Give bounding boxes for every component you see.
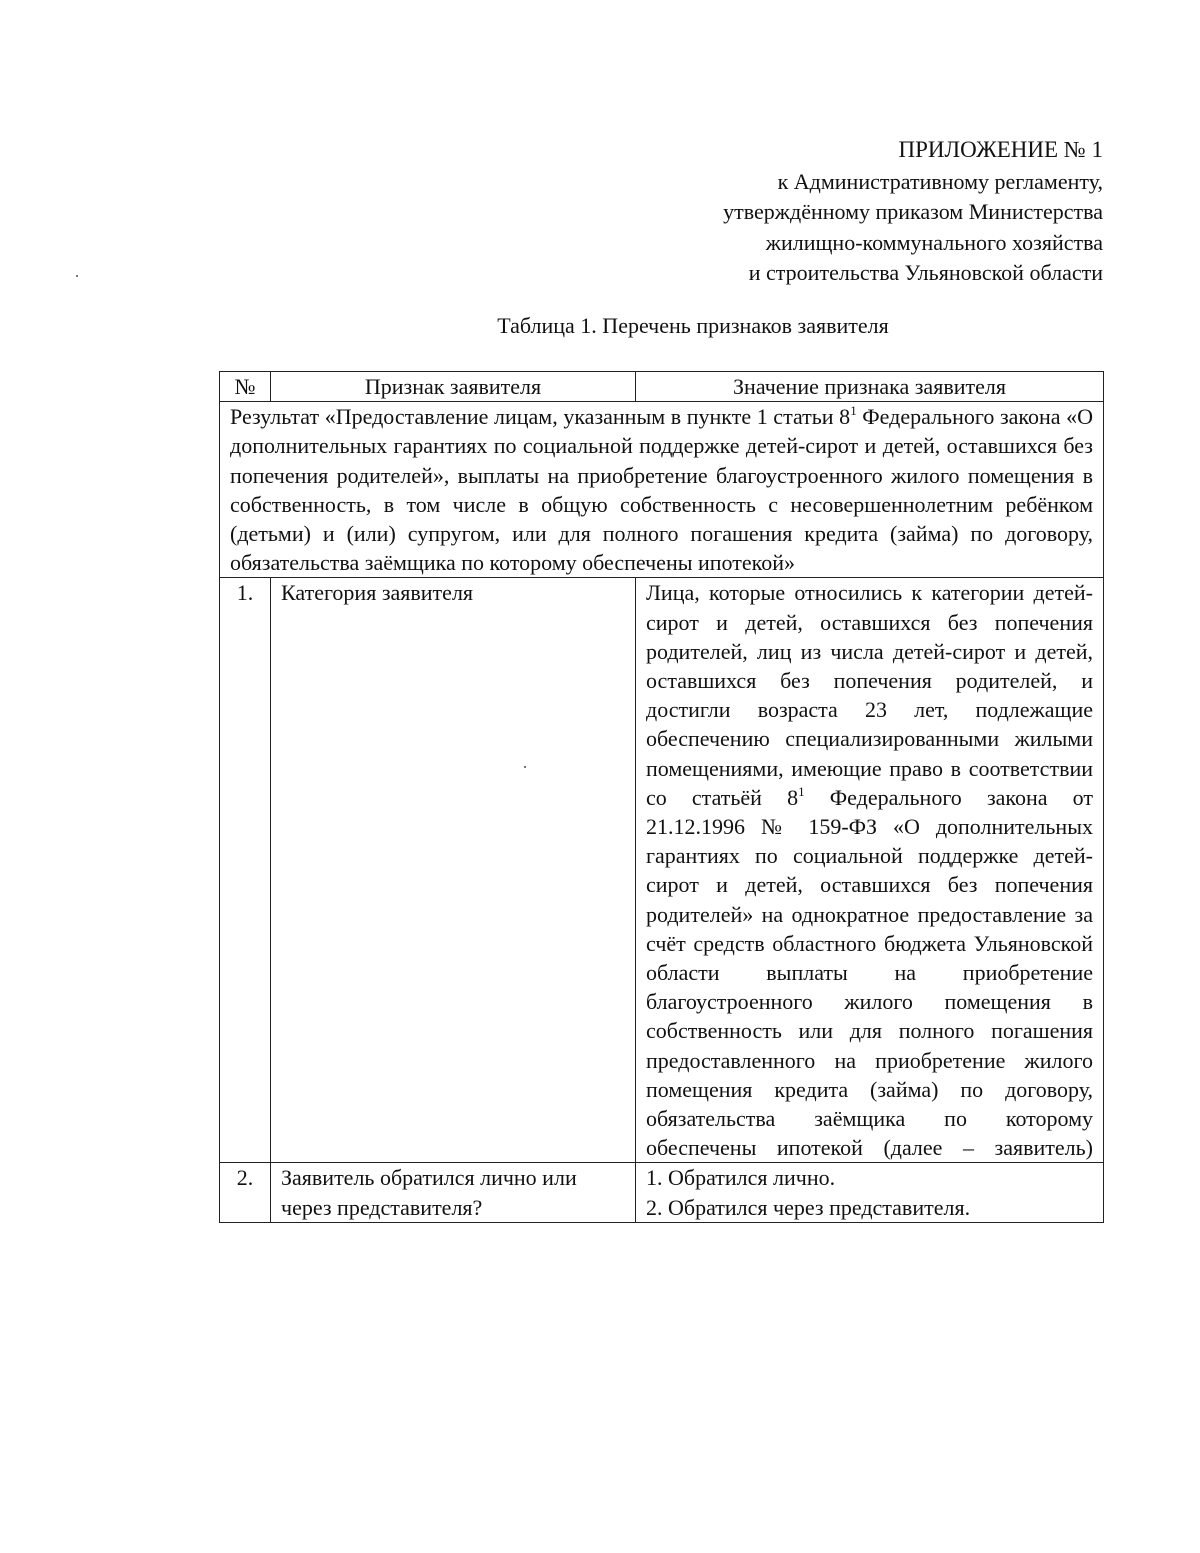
header-value: Значение признака заявителя <box>636 372 1104 402</box>
applicant-attributes-table <box>219 371 1104 1223</box>
row-1-number: 1. <box>220 578 271 1163</box>
table-title: Таблица 1. Перечень признаков заявителя <box>497 313 889 338</box>
appendix-title: ПРИЛОЖЕНИЕ № 1 <box>898 137 1103 162</box>
result-superscript: 1 <box>850 403 857 419</box>
appendix-header <box>723 135 1103 289</box>
row-2-number: 2. <box>220 1163 271 1222</box>
row-1-value-part2: Федерального закона от 21.12.1996 № 159-ФЗ «О дополнительных гарантиях по социальной поддержке детей-сирот и детей, оставшихся без попечения родителей» на однократное предоставление за счёт средств областного бюджета Ульяновской области выплаты на приобретение благоустроенного жилого помещения в собственность или для полного погашения предоставленного на приобретение жилого помещения кредита (займа) по договору, обязательства заёмщика по которому обеспечены ипотекой (далее – заявитель) <box>646 784 1093 1161</box>
row-1-value <box>636 578 1104 1163</box>
appendix-line-1: к Административному регламенту, <box>777 168 1103 194</box>
scan-speck <box>524 766 526 768</box>
row-2-option-1: 1. Обратился лично. <box>646 1165 836 1191</box>
row-1-value-superscript: 1 <box>798 783 805 799</box>
header-number: № <box>220 372 271 402</box>
row-1-attribute: Категория заявителя <box>271 578 636 1163</box>
header-attribute: Признак заявителя <box>271 372 636 402</box>
result-text-part2: Федерального закона «О дополнительных гарантиях по социальной поддержке детей-сирот и детей, оставшихся без попечения родителей», выплаты на приобретение благоустроенного жилого помещения в собственность, в том числе в общую собственность с несовершеннолетним ребёнком (детьми) и (или) супругом, или для полного погашения кредита (займа) по договору, обязательства заёмщика по которому обеспечены ипотекой» <box>230 404 1094 576</box>
result-row <box>220 402 1104 578</box>
table-row <box>220 578 1104 1163</box>
result-text <box>220 402 1104 578</box>
row-2-value <box>636 1163 1104 1222</box>
row-1-value-part1: Лица, которые относились к категории детей-сирот и детей, оставшихся без попечения родителей, лиц из числа детей-сирот и детей, оставшихся без попечения родителей, и достигли возраста 23 лет, подлежащие обеспечению специализированными жилыми помещениями, имеющие право в соответствии со статьёй 8 <box>646 580 1093 810</box>
table-row <box>220 1163 1104 1222</box>
appendix-line-3: жилищно-коммунального хозяйства <box>765 229 1103 255</box>
table-header-row <box>220 372 1104 402</box>
appendix-line-4: и строительства Ульяновской области <box>748 260 1103 285</box>
row-2-option-2: 2. Обратился через представителя. <box>646 1194 971 1220</box>
row-2-attribute: Заявитель обратился лично или через представителя? <box>271 1163 636 1222</box>
scan-speck <box>76 275 78 277</box>
result-text-part1: Результат «Предоставление лицам, указанным в пункте 1 статьи 8 <box>230 404 851 430</box>
appendix-line-2: утверждённому приказом Министерства <box>723 199 1103 224</box>
